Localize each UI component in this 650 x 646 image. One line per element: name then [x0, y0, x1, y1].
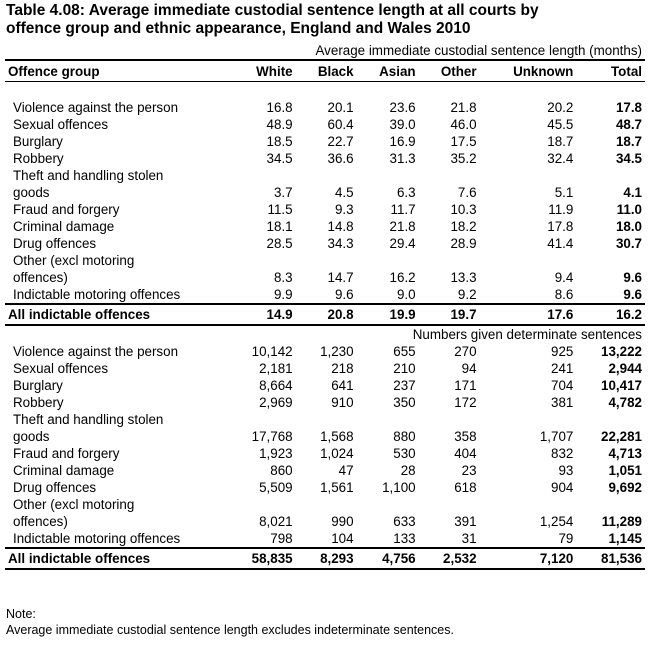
table-row	[5, 479, 645, 496]
total-value: 20.8	[296, 304, 357, 325]
row-value	[419, 496, 480, 513]
row-value: 18.7	[547, 134, 574, 149]
row-value: 13.3	[450, 270, 477, 285]
note-text: Average immediate custodial sentence length excludes indeterminate sentences.	[6, 623, 454, 637]
row-value: 171	[454, 378, 477, 393]
row-label: Burglary	[13, 134, 63, 149]
row-label: Theft and handling stolen	[13, 412, 164, 427]
sentence-length-table	[5, 42, 645, 570]
row-value	[480, 167, 577, 184]
row-value	[357, 496, 419, 513]
row-label: Robbery	[13, 151, 64, 166]
row-value: 704	[551, 378, 574, 393]
table-row	[5, 360, 645, 377]
row-value: 28.5	[266, 236, 293, 251]
row-label: Other (excl motoring	[13, 253, 135, 268]
row-value: 22.7	[327, 134, 354, 149]
row-value: 2,944	[608, 361, 642, 376]
row-value: 3.7	[273, 185, 293, 200]
table-row	[5, 286, 645, 304]
total-row	[5, 304, 645, 325]
row-value: 45.5	[547, 117, 574, 132]
row-value	[480, 252, 577, 269]
row-value: 41.4	[547, 236, 574, 251]
row-value: 11.7	[390, 202, 416, 217]
row-label: Drug offences	[13, 480, 97, 495]
row-value: 1,024	[320, 446, 354, 461]
total-row	[5, 548, 645, 569]
column-header-asian: Asian	[357, 60, 419, 82]
row-value: 2,181	[259, 361, 293, 376]
row-label: Criminal damage	[13, 219, 115, 234]
row-value: 860	[270, 463, 293, 478]
column-header-black: Black	[296, 60, 357, 82]
row-value: 16.2	[389, 270, 416, 285]
row-value: 6.3	[396, 185, 416, 200]
row-value: 5.1	[554, 185, 574, 200]
row-value: 7.6	[457, 185, 477, 200]
row-value	[227, 252, 296, 269]
row-value	[296, 252, 357, 269]
column-header-unknown: Unknown	[480, 60, 577, 82]
row-value: 14.8	[327, 219, 354, 234]
row-value	[227, 411, 296, 428]
table-row	[5, 218, 645, 235]
row-label: Violence against the person	[13, 344, 179, 359]
row-value	[419, 252, 480, 269]
row-label: offences)	[13, 270, 68, 285]
row-value: 641	[331, 378, 354, 393]
row-value: 93	[558, 463, 574, 478]
row-value: 9.2	[457, 287, 477, 302]
row-value: 104	[331, 531, 354, 546]
row-value: 990	[331, 514, 354, 529]
row-value: 16.8	[266, 100, 293, 115]
notes	[6, 606, 454, 638]
row-value: 391	[454, 514, 477, 529]
total-value: 17.6	[480, 304, 577, 325]
row-value: 1,254	[539, 514, 574, 529]
row-value: 218	[331, 361, 354, 376]
total-label: All indictable offences	[5, 304, 227, 325]
row-value	[576, 252, 645, 269]
row-value: 9,692	[608, 480, 642, 495]
row-value: 1,561	[320, 480, 354, 495]
table-row	[5, 167, 645, 184]
table-title	[6, 2, 646, 38]
row-label: Criminal damage	[13, 463, 115, 478]
row-value	[576, 496, 645, 513]
row-value	[296, 496, 357, 513]
row-value: 4,713	[608, 446, 642, 461]
row-value: 60.4	[327, 117, 354, 132]
table-row	[5, 343, 645, 360]
row-value: 11.5	[267, 202, 293, 217]
row-value: 11.9	[548, 202, 574, 217]
table-row	[5, 252, 645, 269]
row-label: Drug offences	[13, 236, 97, 251]
total-value: 4,756	[357, 548, 419, 569]
row-value: 11,289	[601, 514, 642, 529]
row-value: 10,142	[251, 344, 293, 359]
row-value	[357, 411, 419, 428]
row-value: 30.7	[615, 236, 642, 251]
row-value: 29.4	[389, 236, 416, 251]
row-value: 4,782	[608, 395, 642, 410]
total-value: 16.2	[576, 304, 645, 325]
table-row	[5, 133, 645, 150]
table-row	[5, 394, 645, 411]
row-value: 530	[393, 446, 416, 461]
row-value: 172	[454, 395, 477, 410]
row-value: 2,969	[259, 395, 293, 410]
column-header-total: Total	[576, 60, 645, 82]
row-label: Fraud and forgery	[13, 446, 120, 461]
row-value	[357, 167, 419, 184]
table-row	[5, 116, 645, 133]
row-value: 16.9	[389, 134, 416, 149]
total-value: 2,532	[419, 548, 480, 569]
row-value: 1,923	[259, 446, 293, 461]
row-label: Violence against the person	[13, 100, 179, 115]
row-value: 910	[331, 395, 354, 410]
row-value: 94	[461, 361, 477, 376]
row-value: 1,568	[320, 429, 354, 444]
table-row	[5, 530, 645, 548]
table-row	[5, 269, 645, 286]
row-value: 17.5	[450, 134, 477, 149]
title-line-1: Table 4.08: Average immediate custodial sentence length at all courts by	[6, 2, 539, 19]
note-label: Note:	[6, 607, 36, 621]
row-value: 1,051	[608, 463, 642, 478]
column-header-other: Other	[419, 60, 480, 82]
total-label: All indictable offences	[5, 548, 227, 569]
row-label: Burglary	[13, 378, 63, 393]
row-value: 17.8	[547, 219, 574, 234]
row-label: goods	[13, 185, 50, 200]
row-label: Sexual offences	[13, 117, 109, 132]
table-row	[5, 428, 645, 445]
row-value: 31.3	[389, 151, 416, 166]
row-value: 381	[551, 395, 574, 410]
row-value	[576, 411, 645, 428]
row-value: 9.4	[554, 270, 574, 285]
column-header-white: White	[227, 60, 296, 82]
table-row	[5, 411, 645, 428]
row-value: 798	[270, 531, 293, 546]
table-row	[5, 377, 645, 394]
row-value: 34.5	[615, 151, 642, 166]
total-value: 14.9	[227, 304, 296, 325]
row-value: 17,768	[251, 429, 293, 444]
row-value: 47	[338, 463, 354, 478]
row-label: Theft and handling stolen	[13, 168, 164, 183]
row-value: 18.0	[615, 219, 642, 234]
row-value: 8.6	[554, 287, 574, 302]
row-value: 23	[461, 463, 477, 478]
row-value	[480, 411, 577, 428]
row-value: 10.3	[450, 202, 477, 217]
row-label: Robbery	[13, 395, 64, 410]
row-value: 48.9	[266, 117, 293, 132]
table-row	[5, 150, 645, 167]
row-value	[227, 167, 296, 184]
row-value: 9.6	[623, 287, 642, 302]
title-line-2: offence group and ethnic appearance, England and Wales 2010	[6, 20, 471, 37]
total-value: 58,835	[227, 548, 296, 569]
row-value: 11.0	[616, 202, 642, 217]
row-value: 4.5	[334, 185, 354, 200]
table-row	[5, 184, 645, 201]
row-value	[419, 411, 480, 428]
row-value: 9.0	[396, 287, 416, 302]
table-row	[5, 496, 645, 513]
table-row	[5, 462, 645, 479]
column-header-row	[5, 60, 645, 82]
row-value: 21.8	[389, 219, 416, 234]
row-value	[227, 496, 296, 513]
row-value: 39.0	[389, 117, 416, 132]
row-value	[357, 252, 419, 269]
row-value: 22,281	[601, 429, 642, 444]
row-value: 28	[400, 463, 416, 478]
section2-heading: Numbers given determinate sentences	[412, 327, 642, 342]
row-value: 17.8	[615, 100, 642, 115]
row-value	[296, 411, 357, 428]
row-value: 46.0	[450, 117, 477, 132]
section1-heading-row	[5, 42, 645, 60]
row-value: 5,509	[259, 480, 293, 495]
row-value: 23.6	[389, 100, 416, 115]
row-value: 1,145	[608, 531, 642, 546]
row-label: Sexual offences	[13, 361, 109, 376]
spacer-row	[5, 82, 645, 100]
row-value: 18.5	[266, 134, 293, 149]
row-value: 34.3	[327, 236, 354, 251]
row-value: 633	[393, 514, 416, 529]
row-value: 20.2	[547, 100, 574, 115]
row-value: 1,707	[539, 429, 574, 444]
table-row	[5, 445, 645, 462]
row-value: 8.3	[273, 270, 293, 285]
row-value: 241	[551, 361, 574, 376]
row-value: 34.5	[266, 151, 293, 166]
row-value: 925	[551, 344, 574, 359]
row-value: 880	[393, 429, 416, 444]
section1-heading: Average immediate custodial sentence length (months)	[315, 43, 642, 58]
row-value: 9.9	[273, 287, 293, 302]
row-label: Indictable motoring offences	[13, 287, 181, 302]
row-value: 9.6	[334, 287, 354, 302]
table-row	[5, 201, 645, 218]
row-value: 270	[454, 344, 477, 359]
row-value: 9.6	[623, 270, 642, 285]
row-value: 9.3	[334, 202, 354, 217]
row-value: 32.4	[547, 151, 574, 166]
row-value: 10,417	[601, 378, 642, 393]
row-value: 18.7	[615, 134, 642, 149]
row-value: 832	[551, 446, 574, 461]
row-value: 79	[558, 531, 574, 546]
row-label: offences)	[13, 514, 68, 529]
row-value	[480, 496, 577, 513]
row-value: 404	[454, 446, 477, 461]
table-row	[5, 99, 645, 116]
row-value	[296, 167, 357, 184]
total-value: 81,536	[576, 548, 645, 569]
row-value: 1,100	[382, 480, 416, 495]
row-value: 14.7	[327, 270, 354, 285]
row-value: 618	[454, 480, 477, 495]
row-value: 4.1	[623, 185, 642, 200]
row-value: 35.2	[450, 151, 477, 166]
row-value: 237	[393, 378, 416, 393]
table-row	[5, 235, 645, 252]
row-value: 350	[393, 395, 416, 410]
row-value: 13,222	[601, 344, 642, 359]
row-value: 904	[551, 480, 574, 495]
table-body	[5, 42, 645, 569]
row-value: 1,230	[320, 344, 354, 359]
total-value: 7,120	[480, 548, 577, 569]
row-value: 18.1	[266, 219, 293, 234]
row-label: Indictable motoring offences	[13, 531, 181, 546]
row-value	[576, 167, 645, 184]
row-value: 655	[393, 344, 416, 359]
row-value: 18.2	[450, 219, 477, 234]
total-value: 8,293	[296, 548, 357, 569]
total-value: 19.9	[357, 304, 419, 325]
row-value: 20.1	[327, 100, 354, 115]
section2-heading-row	[5, 325, 645, 343]
row-value: 133	[393, 531, 416, 546]
row-value: 8,664	[259, 378, 293, 393]
column-header-offence-group: Offence group	[5, 60, 227, 82]
total-value: 19.7	[419, 304, 480, 325]
row-value: 36.6	[327, 151, 354, 166]
row-value	[419, 167, 480, 184]
row-label: Fraud and forgery	[13, 202, 120, 217]
row-value: 8,021	[259, 514, 293, 529]
row-value: 21.8	[450, 100, 477, 115]
row-label: Other (excl motoring	[13, 497, 135, 512]
row-value: 28.9	[450, 236, 477, 251]
row-value: 31	[461, 531, 477, 546]
row-label: goods	[13, 429, 50, 444]
row-value: 358	[454, 429, 477, 444]
row-value: 48.7	[615, 117, 642, 132]
table-row	[5, 513, 645, 530]
row-value: 210	[393, 361, 416, 376]
